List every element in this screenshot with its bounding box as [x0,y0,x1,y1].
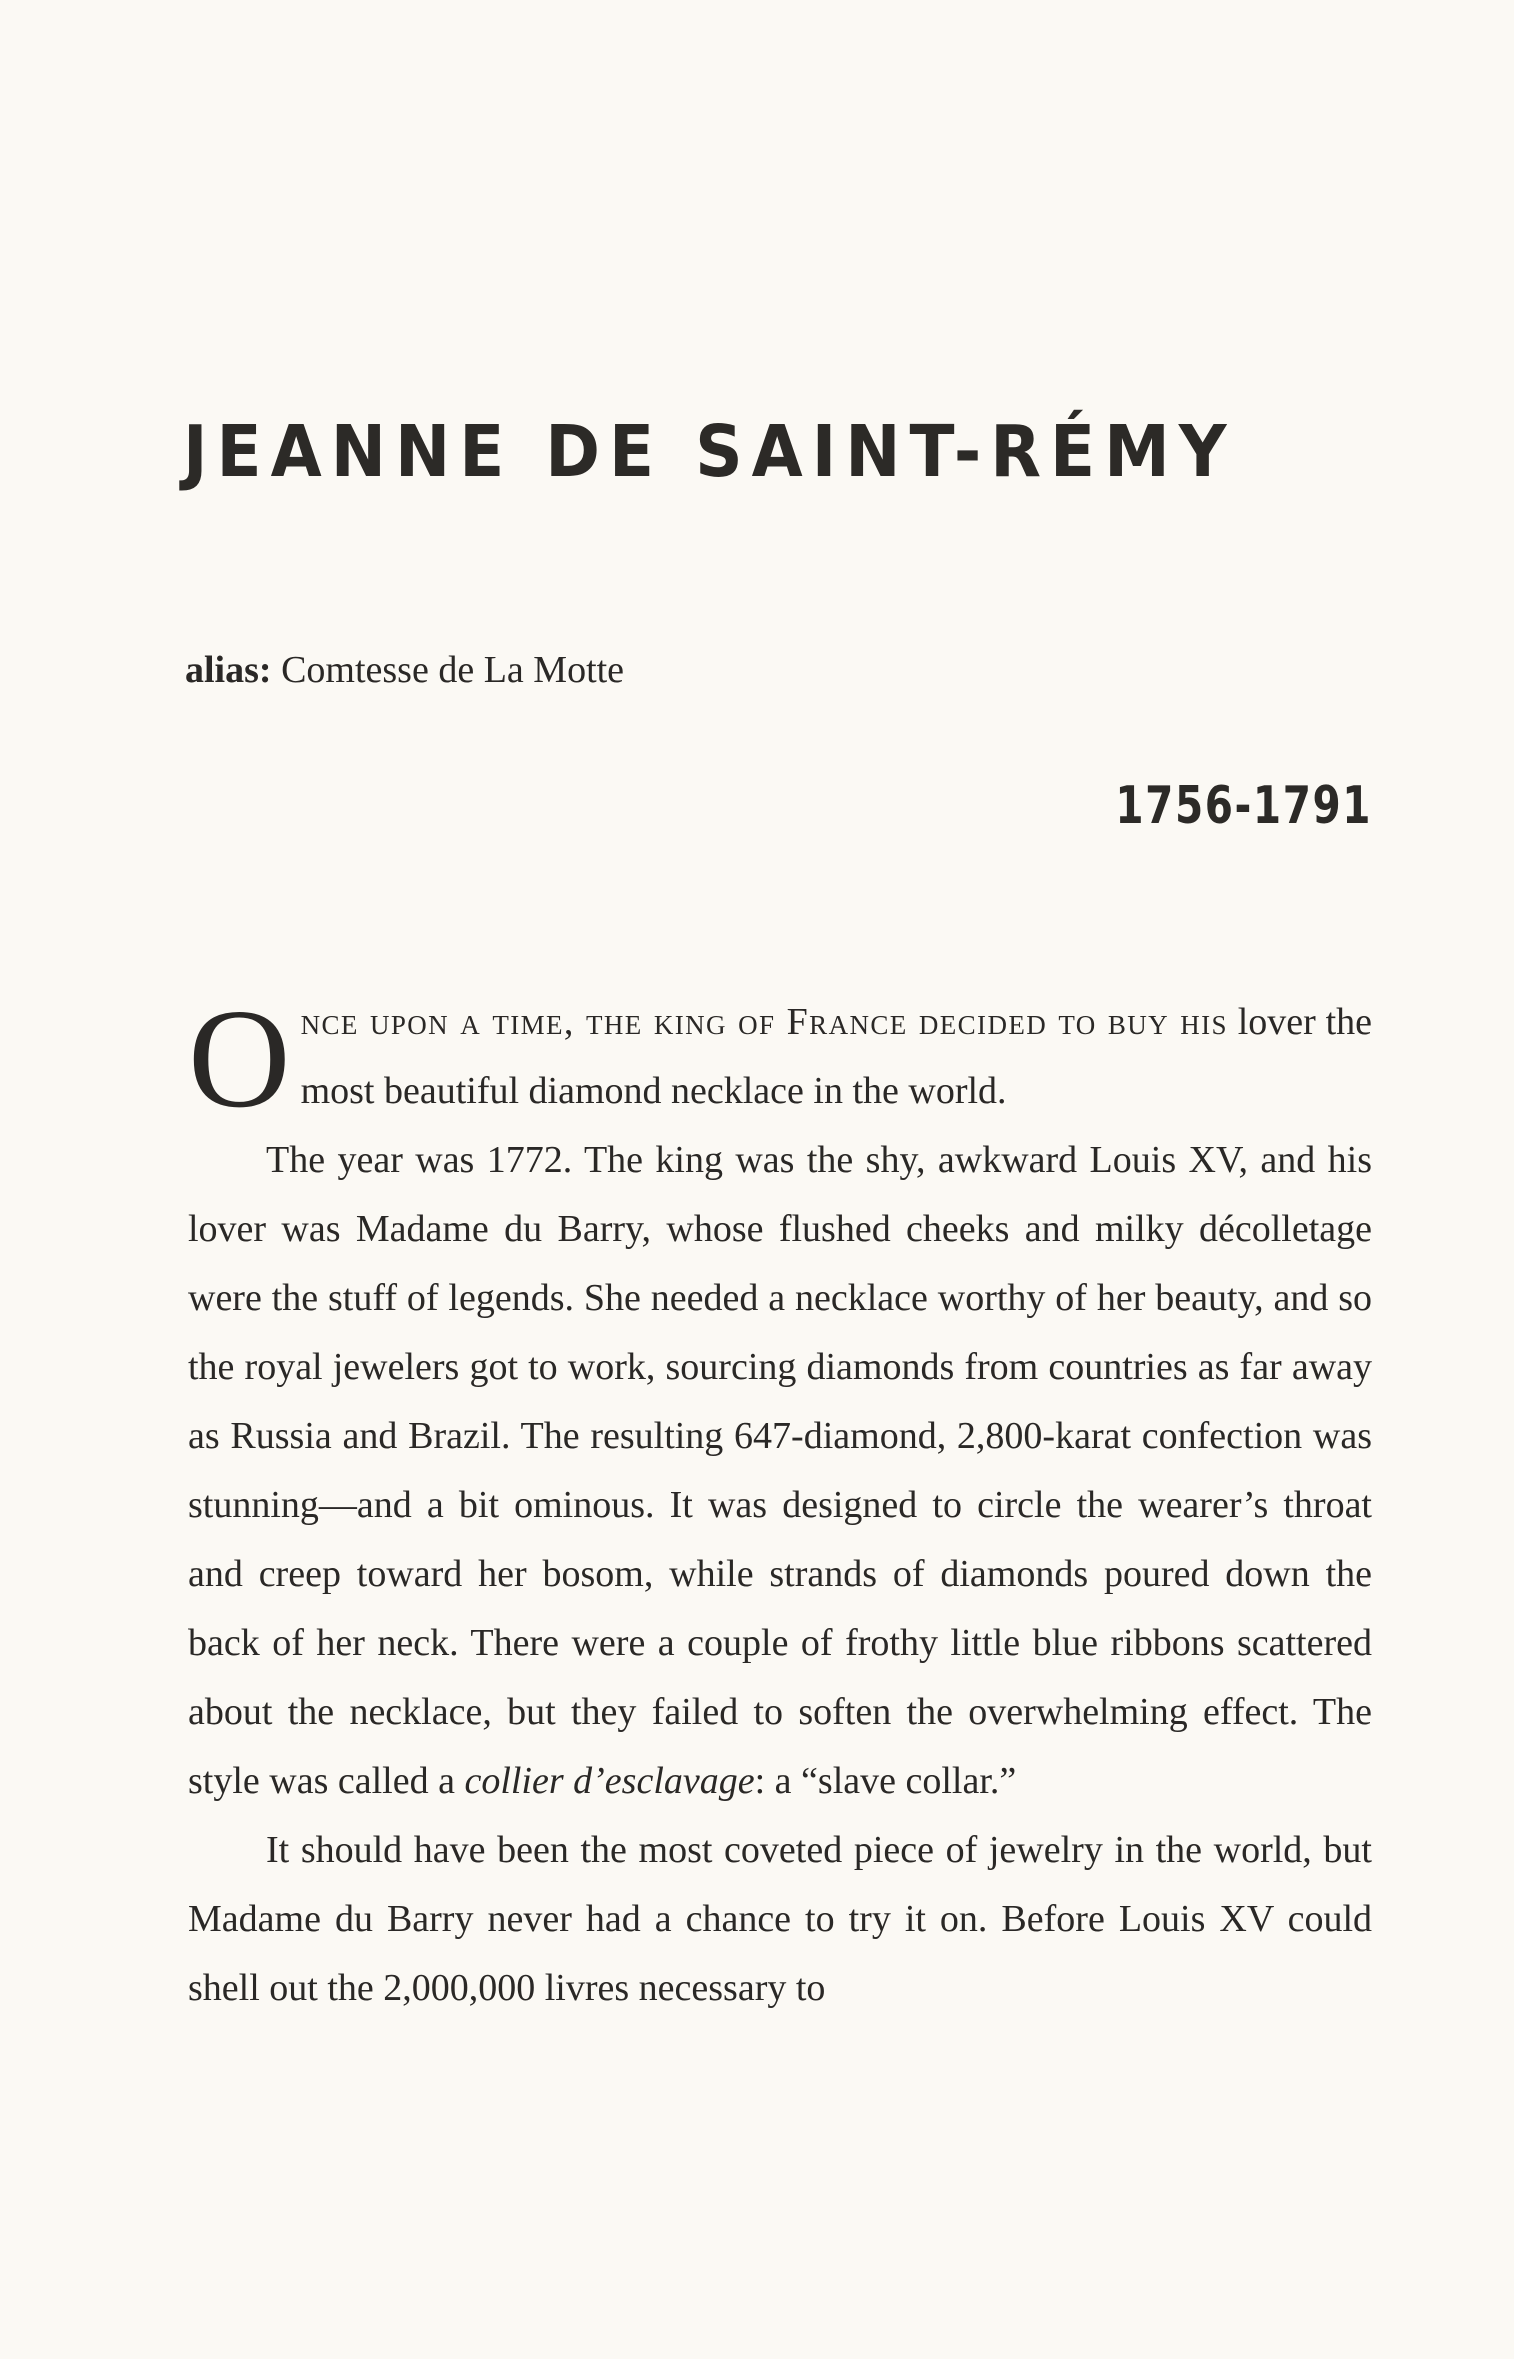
paragraph-2-text: The year was 1772. The king was the shy, awkward Louis XV, and his lover was Madame du Barry, whose flushed cheeks and milky décolletage were the stuff of legends. She needed a necklace worthy of her beauty, and so the royal jewelers got to work, sourcing diamonds from countries as far away as Russia and Brazil. The resulting 647-diamond, 2,800-karat confection was stunning—and a bit ominous. It was designed to circle the wearer’s throat and creep toward her bosom, while strands of diamonds poured down the back of her neck. There were a couple of frothy little blue ribbons scattered about the necklace, but they failed to soften the overwhelming effect. The style was called a [188,1139,1372,1802]
paragraph-3 [188,1816,1372,2023]
paragraph-1-rest: lover the most beautiful diamond necklace in the world. [300,1001,1373,1112]
drop-cap: O [188,979,291,1137]
alias-line [185,648,624,692]
opening-line: nce upon a time, the king of France decided to buy his [300,1001,1228,1043]
body-text [188,979,1373,2023]
chapter-title: JEANNE DE SAINT-RÉMY [183,410,1236,494]
alias-label: alias: [185,649,272,691]
alias-value: Comtesse de La Motte [281,649,625,691]
paragraph-2-end: : a “slave collar.” [754,1760,1017,1802]
paragraph-2-italic: collier d’esclavage [464,1760,755,1802]
life-years: 1756-1791 [1115,776,1372,836]
paragraph-1 [188,979,1373,1137]
paragraph-3-text: It should have been the most coveted piece of jewelry in the world, but Madame du Barry never had a chance to try it on. Before Louis XV could shell out the 2,000,000 livres necessary to [188,1829,1372,2009]
paragraph-2 [188,1126,1372,1816]
